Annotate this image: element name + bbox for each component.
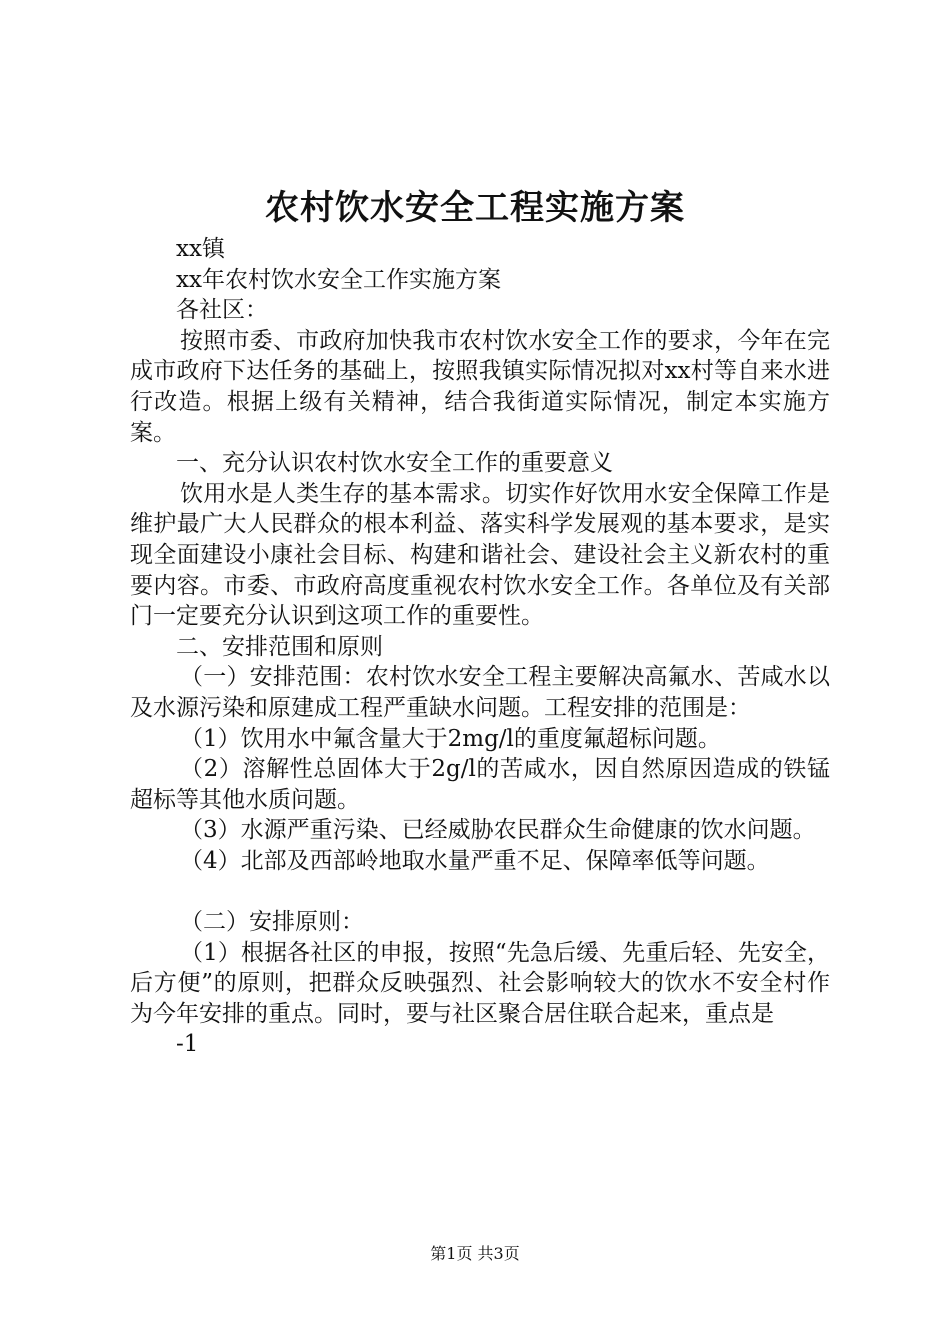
list-item-scope-2: （2）溶解性总固体大于2g/l的苦咸水，因自然原因造成的铁锰超标等其他水质问题。 [130,756,830,813]
section-heading-2: 二、安排范围和原则 [176,633,383,660]
paragraph-scope: （一）安排范围：农村饮水安全工程主要解决高氟水、苦咸水以及水源污染和原建成工程严重缺水问题。工程安排的范围是： [130,664,830,721]
list-item-scope-4: （4）北部及西部岭地取水量严重不足、保障率低等问题。 [180,847,770,874]
paragraph-spacer [130,876,830,907]
section-heading-1: 一、充分认识农村饮水安全工作的重要意义 [176,450,613,477]
paragraph-intro: 按照市委、市政府加快我市农村饮水安全工作的要求，今年在完成市政府下达任务的基础上，按照我镇实际情况拟对xx村等自来水进行改造。根据上级有关精神，结合我街道实际情况，制定本实施方案。 [130,327,830,446]
document-body [130,234,830,1060]
list-item-principle-1: （1）根据各社区的申报，按照“先急后缓、先重后轻、先安全，后方便”的原则，把群众反映强烈、社会影响较大的饮水不安全村作为今年安排的重点。同时，要与社区聚合居住联合起来，重点是 [130,939,830,1027]
paragraph-town: xx镇 [176,236,225,262]
paragraph-salutation: 各社区： [176,297,268,324]
list-item-scope-3: （3）水源严重污染、已经威胁农民群众生命健康的饮水问题。 [180,817,816,844]
inline-page-mark: -1 [176,1031,199,1058]
subheading-principles: （二）安排原则： [180,909,364,936]
page-footer: 第1页 共3页 [430,1244,520,1263]
list-item-scope-1: （1）饮用水中氟含量大于2mg/l的重度氟超标问题。 [180,725,721,752]
paragraph-plan-title: xx年农村饮水安全工作实施方案 [176,266,501,293]
paragraph-significance: 饮用水是人类生存的基本需求。切实作好饮用水安全保障工作是维护最广大人民群众的根本利益、落实科学发展观的基本要求，是实现全面建设小康社会目标、构建和谐社会、建设社会主义新农村的重要内容。市委、市政府高度重视农村饮水安全工作。各单位及有关部门一定要充分认识到这项工作的重要性。 [130,480,830,630]
document-title: 农村饮水安全工程实施方案 [265,188,685,228]
